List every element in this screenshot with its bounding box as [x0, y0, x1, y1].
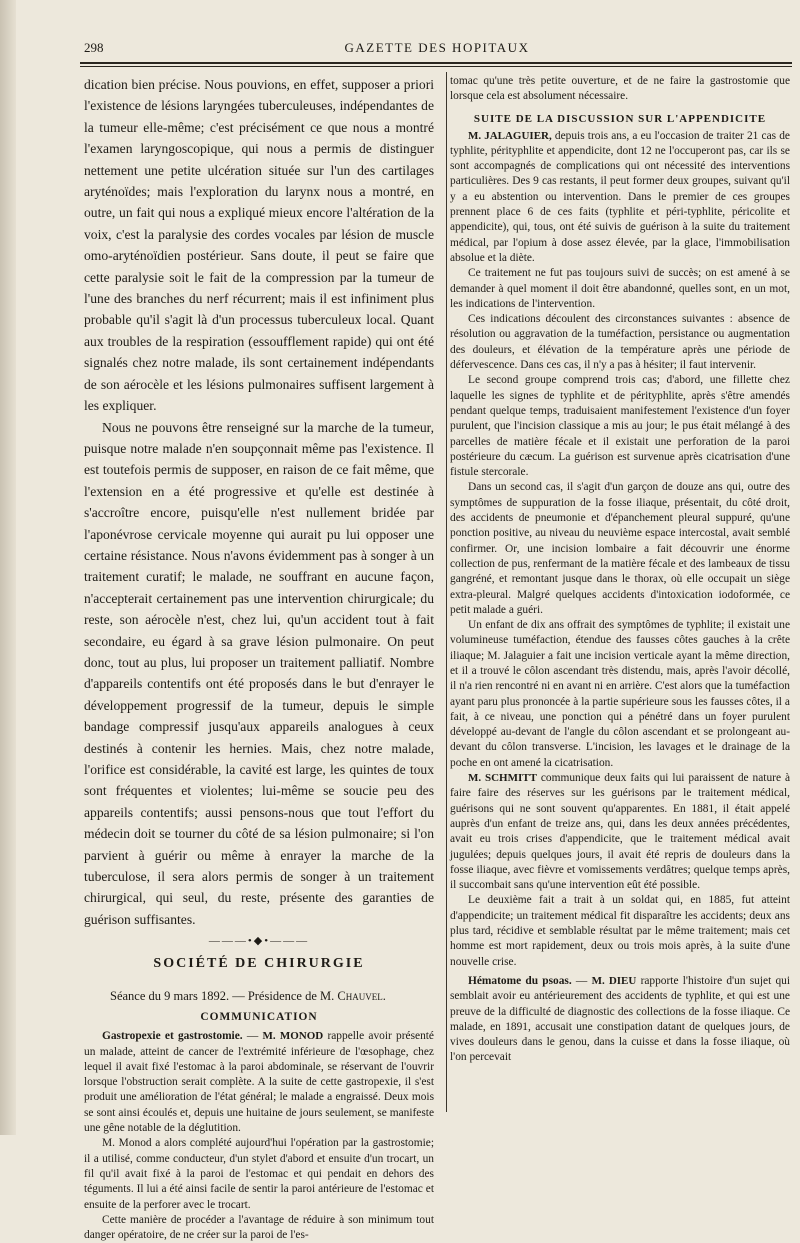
page-binding-edge	[0, 0, 16, 1135]
hematome-title: Hématome du psoas.	[468, 974, 572, 987]
column-divider	[446, 72, 447, 1112]
journal-title: GAZETTE DES HOPITAUX	[344, 40, 530, 55]
article-paragraph: Nous ne pouvons être renseigné sur la marche de la tumeur, puisque notre malade n'en soupçonnait même pas l'existence. Il est toutefois permis de supposer, en raison de ce fait même, que l'extension en a été progressive et qu'elle est destinée à s'accroître encore, puisqu'elle n'est nullement bridée par l'aponévrose cervicale moyenne qui aurait pu lui opposer une certaine résistance. Nous n'avons évidemment pas à songer à un traitement curatif; le malade, ne souffrant en aucune façon, n'accepterait certainement pas une intervention chirurgicale; du reste, son aérocèle n'est, chez lui, qu'un accident tout à fait secondaire, eu égard à sa grave lésion pulmonaire. On peut donc, tout au plus, lui proposer un traitement palliatif. Nombre d'appareils contentifs ont été proposés dans le but d'enrayer le développement progressif de la tumeur, depuis le simple bandage compressif jusqu'aux appareils analogues à ceux destinés à contenir les hernies. Mais, chez notre malade, l'orifice est considérable, la cavité est large, les quintes de toux sont fréquentes et violentes; lui-même se soucie peu des appareils contentifs; aussi pensons-nous que tout l'effort du médecin doit se tourner du côté de sa lésion pulmonaire; si l'on parvient à guérir ou même à enrayer la marche de la tuberculose, il sera alors permis de songer à un traitement chirurgical, qui seul, du reste, présente des garanties de guérison suffisantes.	[84, 419, 434, 927]
hematome-text: rapporte l'histoire d'un sujet qui semblait avoir eu antérieurement des accidents de typhlite, et qui est une preuve de la difficulté de diagnostic des collections de la fosse iliaque. Ce malade, en 1891, accusait une constipation datant de quelques jours, de vives douleurs dans le genou, dans la cuisse et dans la fosse iliaque, où l'on percevait	[450, 974, 791, 1064]
article-paragraph: Cette manière de procéder a l'avantage de réduire à son minimum tout danger opératoire, de ne créer sur la paroi de l'es-	[84, 1213, 434, 1242]
article-paragraph: Dans un second cas, il s'agit d'un garçon de douze ans qui, outre des symptômes de suppuration de la fosse iliaque, présentait, du côté droit, des accidents de pneumonie et d'épanchement pleural suppuré, qu'une ponction positive, au niveau du neuvième espace intercostal, avait semblé confirmer. Or, une incision lombaire a fait découvrir une énorme collection de pus, renfermant de la matière fécale et des lambeaux de tissu gangréné, et remontant jusque dans le thorax, où elle occupait un siège extra-pleural. Malgré quelques accidents d'intoxication iodoformée, ce petit malade a guéri.	[450, 481, 790, 616]
header-rule-thick	[80, 62, 792, 64]
gastro-speaker: M. MONOD	[262, 1030, 324, 1043]
article-paragraph: Ces indications découlent des circonstances suivantes : absence de résolution ou aggravation de la tuméfaction, persistance ou augmentation des douleurs, et élévation de la température après une période de défervescence. Dans ces cas, il n'y a pas à hésiter; il faut intervenir.	[450, 313, 790, 372]
session-prefix: Séance du 9 mars 1892. — Présidence de M.	[110, 989, 338, 1004]
page-number: 298	[84, 40, 104, 55]
jalaguier-paragraph	[450, 129, 790, 267]
communication-heading: COMMUNICATION	[200, 1011, 318, 1024]
discussion-heading: SUITE DE LA DISCUSSION SUR L'APPENDICITE	[473, 112, 767, 125]
header-rule-thin	[80, 66, 792, 67]
left-column	[84, 74, 434, 1242]
section-ornament: ———•◆•———	[208, 935, 310, 948]
article-paragraph: Le deuxième fait a trait à un soldat qui, en 1885, fut atteint d'appendicite; un traitement médical fit disparaître les accidents; deux ans plus tard, récidive et semblable résultat par le même traitement; mais cet homme est mort rapidement, deux ou trois mois après, à la suite d'une nouvelle crise.	[450, 894, 790, 968]
article-paragraph: Le second groupe comprend trois cas; d'abord, une fillette chez laquelle les signes de typhlite et de pérityphlite, après s'être amendés pendant quelque temps, traduisaient manifestement l'existence d'un foyer purulent, que l'incision classique a mis au jour; le pus était mélangé à des parcelles de matière fécale et il existait une perforation de la paroi postérieure du cæcum. La guérison est survenue après cicatrisation d'une fistule stercorale.	[450, 374, 790, 479]
jalaguier-speaker: M. JALAGUIER,	[468, 129, 552, 142]
jalaguier-text: depuis trois ans, a eu l'occasion de traiter 21 cas de typhlite, pérityphlite et appendicite, dont 12 ne l'occuperont pas, car ils se sont accompagnés de complications qui ont nécessité des interventions particulières. Des 9 cas restants, il peut former deux groupes, suivant qu'il y a eu abstention ou intervention. Dans le premier de ces groupes prennent place 6 de ces faits (typhlite et péri-typhlite, péricolite et appendicite), qui, tous, ont été suivis de guérison à la suite du traitement médical, par l'opium à dose assez élevée, par la glace, l'immobilisation absolue et la diète.	[450, 129, 790, 264]
article-paragraph: M. Monod a alors complété aujourd'hui l'opération par la gastrostomie; il a utilisé, comme conducteur, d'un stylet d'abord et ensuite d'un trocart, un fil qu'il avait fixé à la paroi de l'estomac et qui pendait en dehors des téguments. Il lui a été ainsi facile de sentir la paroi antérieure de l'estomac et ensuite de la perforer avec le trocart.	[84, 1137, 434, 1211]
session-president: Chauvel	[337, 989, 383, 1004]
schmitt-speaker: M. SCHMITT	[468, 772, 537, 785]
hematome-paragraph	[450, 974, 790, 1066]
hematome-sep: —	[571, 974, 592, 987]
article-paragraph: dication bien précise. Nous pouvions, en effet, supposer a priori l'existence de lésions laryngées tuberculeuses, indépendantes de la tumeur elle-même; c'est précisément ce que nous a montré l'examen laryngoscopique, qui nous a permis de distinguer nettement une petite ulcération située sur l'un des cartilages aryténoïdes; mais l'exploration du larynx nous a montré, en outre, un fait qui nous a expliqué mieux encore l'altération de la voix, c'est la paralysie des cordes vocales par lésion de muscle omo-aryténoïdien postérieur. Sans doute, il peut se faire que cette paralysie soit le fait de la compression par la tumeur de l'une des branches du nerf récurrent; mais il est infiniment plus probable qu'il s'agit là d'un processus tuberculeux local. Quant aux troubles de la respiration (essoufflement rapide) qui ont été signalés chez notre malade, ils sont certainement indépendants de son aérocèle et les lésions pulmonaires suffisent largement à les expliquer.	[84, 77, 434, 414]
gastro-paragraph	[84, 1029, 434, 1136]
schmitt-text: communique deux faits qui lui paraissent de nature à faire faire des réserves sur les guérisons par le traitement médical, guérisons qui ne sont souvent qu'apparentes. En 1881, il était appelé auprès d'un enfant de treize ans, qui, dans les deux années précédentes, avait eu trois crises d'appendicite, que le traitement médical avait jugulées; depuis quelques jours, il avait été repris de douleurs dans la fosse iliaque, avec fièvre et vomissements verdâtres; quelque temps après, il succombait sans qu'une intervention eût été possible.	[450, 772, 790, 892]
schmitt-paragraph	[450, 771, 790, 893]
gastro-sep: —	[242, 1030, 263, 1043]
session-line	[84, 988, 434, 1005]
article-paragraph: Un enfant de dix ans offrait des symptômes de typhlite; il existait une volumineuse tuméfaction, étendue des fausses côtes gauches à la crête iliaque; M. Jalaguier a fait une incision verticale ayant la même direction, et il a trouvé le côlon ascendant très distendu, mais, après l'avoir décollé, il n'a rien rencontré ni en avant ni en arrière. C'est alors que la tuméfaction ayant paru plus prononcée à la partie supérieure sous les fausses côtes, il a fait, à ce niveau, une ponction qui a pénétré dans un foyer purulent développé au-devant de l'angle du côlon ascendant et se prolongeant au-devant du côlon transverse. L'incision, les lavages et le drainage de la poche en ont amené la cicatrisation.	[450, 619, 790, 769]
page-header	[84, 36, 790, 58]
society-title: SOCIÉTÉ DE CHIRURGIE	[153, 956, 365, 972]
hematome-speaker: M. DIEU	[591, 974, 637, 987]
article-paragraph: Ce traitement ne fut pas toujours suivi de succès; on est amené à se demander à quel moment il doit être abandonné, quelles sont, en un mot, les indications de l'intervention.	[450, 267, 790, 310]
session-suffix: .	[382, 989, 386, 1004]
continuation-paragraph: tomac qu'une très petite ouverture, et de ne faire la gastrostomie que lorsque cela est absolument nécessaire.	[450, 75, 790, 103]
gastro-text: rappelle avoir présenté un malade, atteint de cancer de l'extrémité inférieure de l'œsophage, chez lequel il avait fixé l'estomac à la paroi abdominale, se réservant de l'ouvrir lorsque l'obstruction serait complète. A la suite de cette gastropexie, il s'est produit une amélioration de l'état général; le malade a engraissé. Deux mois se sont ainsi écoulés et, depuis une huitaine de jours seulement, se manifeste une gêne notable de la déglutition.	[84, 1030, 434, 1135]
gastro-title: Gastropexie et gastrostomie.	[102, 1030, 243, 1043]
right-column	[450, 74, 790, 1124]
